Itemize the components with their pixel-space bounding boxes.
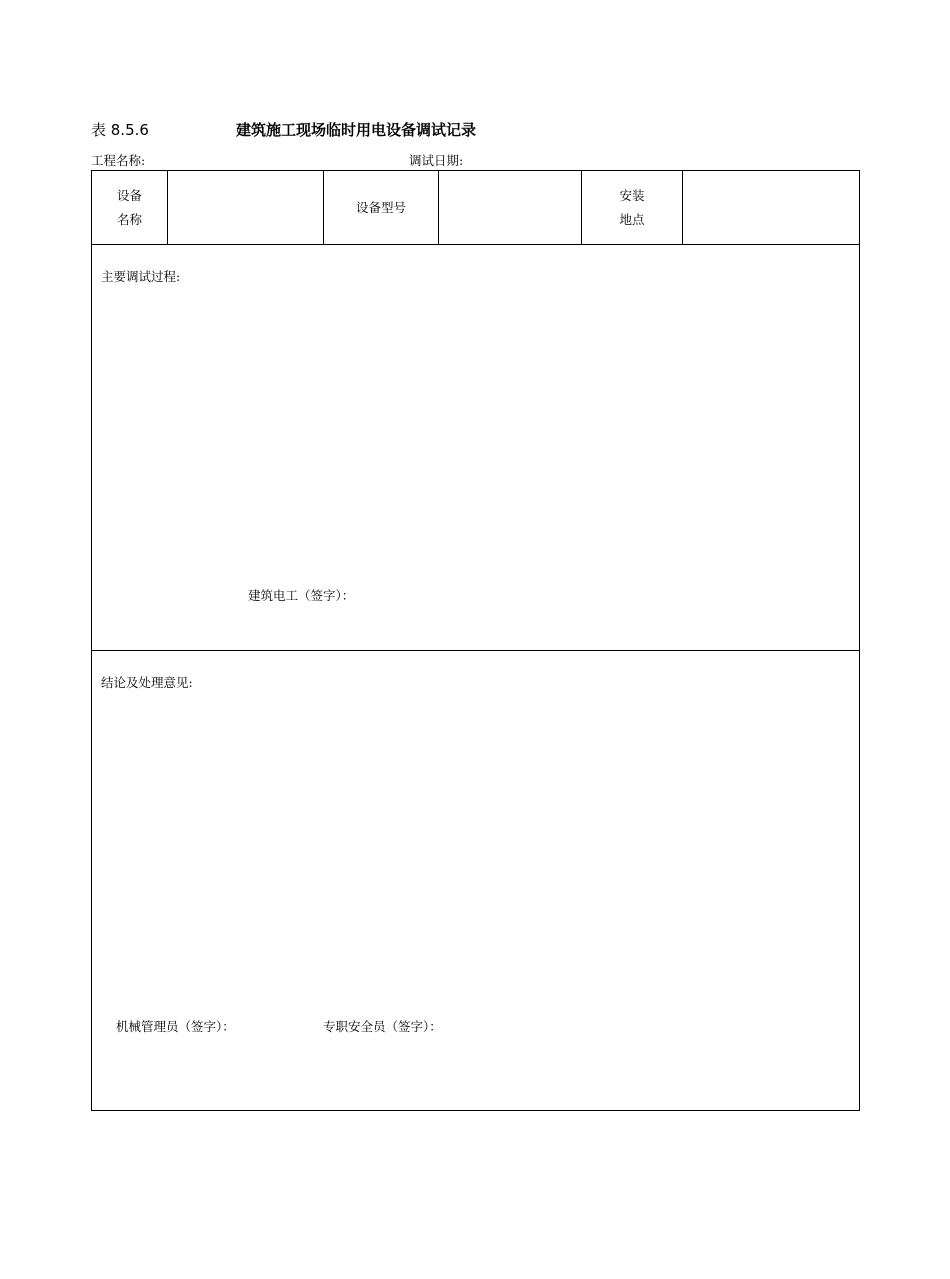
install-location-label-line1: 安装	[619, 187, 645, 203]
device-name-value-cell[interactable]	[168, 171, 324, 245]
install-location-label-line2: 地点	[619, 211, 645, 227]
device-name-label-line1: 设备	[116, 187, 142, 203]
process-row	[92, 245, 860, 651]
install-location-value-cell[interactable]	[683, 171, 860, 245]
install-location-label-cell	[582, 171, 683, 245]
electrician-signature-label: 建筑电工（签字）：	[248, 588, 355, 603]
conclusion-section-label: 结论及处理意见:	[101, 675, 193, 690]
project-name-label: 工程名称:	[91, 153, 146, 168]
machinery-manager-signature-label: 机械管理员（签字）：	[116, 1019, 235, 1034]
conclusion-section-cell[interactable]	[92, 651, 860, 1111]
safety-officer-signature-label: 专职安全员（签字）：	[323, 1019, 442, 1034]
process-section-cell[interactable]	[92, 245, 860, 651]
device-name-label-line2: 名称	[116, 211, 142, 227]
device-model-value-cell[interactable]	[439, 171, 582, 245]
device-name-label-cell	[92, 171, 168, 245]
device-model-label-cell	[324, 171, 439, 245]
test-date-label: 调试日期:	[409, 153, 464, 168]
process-section-label: 主要调试过程:	[101, 269, 181, 284]
document-title: 建筑施工现场临时用电设备调试记录	[236, 121, 477, 139]
header-row	[92, 171, 860, 245]
meta-row	[91, 151, 859, 169]
document-header	[91, 119, 859, 141]
device-model-label: 设备型号	[355, 199, 406, 215]
debug-record-table	[91, 170, 860, 1111]
table-number: 表 8.5.6	[91, 121, 149, 139]
conclusion-row	[92, 651, 860, 1111]
